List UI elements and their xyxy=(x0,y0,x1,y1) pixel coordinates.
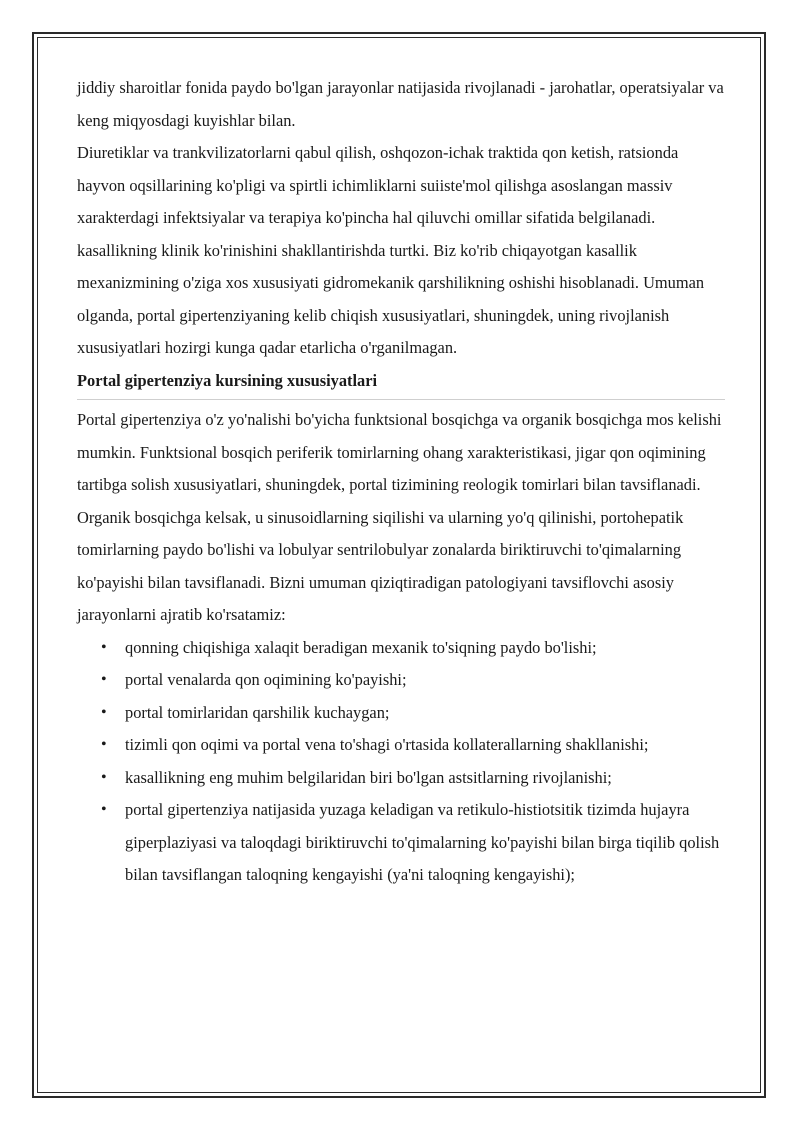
section-heading: Portal gipertenziya kursining xususiyatlari xyxy=(77,370,378,390)
intro-paragraph: jiddiy sharoitlar fonida paydo bo'lgan jarayonlar natijasida rivojlanadi - jarohatlar, operatsiyalar va keng miqyosdagi kuyishlar bilan. xyxy=(77,78,724,130)
list-item: • qonning chiqishiga xalaqit beradigan mexanik to'siqning paydo bo'lishi; xyxy=(77,632,725,665)
list-item: • portal gipertenziya natijasida yuzaga keladigan va retikulo-histiotsitik tizimda hujayra giperplaziyasi va taloqdagi biriktiruvchi to'qimalarning ko'payishi bilan birga tiqilib qolish bilan tavsiflangan taloqning kengayishi (ya'ni taloqning kengayishi); xyxy=(77,794,725,892)
heading-divider xyxy=(77,399,725,400)
list-item: • kasallikning eng muhim belgilaridan biri bo'lgan astsitlarning rivojlanishi; xyxy=(77,762,725,795)
list-item: • portal tomirlaridan qarshilik kuchaygan; xyxy=(77,697,725,730)
list-item: • portal venalarda qon oqimining ko'payishi; xyxy=(77,664,725,697)
paragraph-risk-factors: Diuretiklar va trankvilizatorlarni qabul qilish, oshqozon-ichak traktida qon ketish, ratsionda hayvon oqsillarining ko'pligi va spirtli ichimliklarni suiiste'mol qilishga asoslangan massiv xarakterdagi infektsiyalar va terapiya ko'pincha hal qiluvchi omillar sifatida belgilanadi. kasallikning klinik ko'rinishini shakllantirishda turtki. Biz ko'rib chiqayotgan kasallik mexanizmining o'ziga xos xususiyati gidromekanik qarshilikning oshishi hisoblanadi. Umuman olganda, portal gipertenziyaning kelib chiqish xususiyatlari, shuningdek, uning rivojlanish xususiyatlari hozirgi kunga qadar etarlicha o'rganilmagan. xyxy=(77,143,705,357)
paragraph-stages: Portal gipertenziya o'z yo'nalishi bo'yicha funktsional bosqichga va organik bosqichga mos kelishi mumkin. Funktsional bosqich periferik tomirlarning ohang xarakteristikasi, jigar qon oqimining tartibga solish xususiyatlari, shuningdek, portal tizimining reologik tomirlari bilan tavsiflanadi. Organik bosqichga kelsak, u sinusoidlarning siqilishi va ularning yo'q qilinishi, portohepatik tomirlarning paydo bo'lishi va lobulyar sentrilobulyar zonalarda biriktiruvchi to'qimalarning ko'payishi bilan tavsiflanadi. Bizni umuman qiziqtiradigan patologiyani tavsiflovchi asosiy jarayonlarni ajratib ko'rsatamiz: xyxy=(77,410,722,624)
document-body xyxy=(77,72,725,892)
list-item: • tizimli qon oqimi va portal vena to'shagi o'rtasida kollaterallarning shakllanishi; xyxy=(77,729,725,762)
process-list xyxy=(77,632,725,892)
